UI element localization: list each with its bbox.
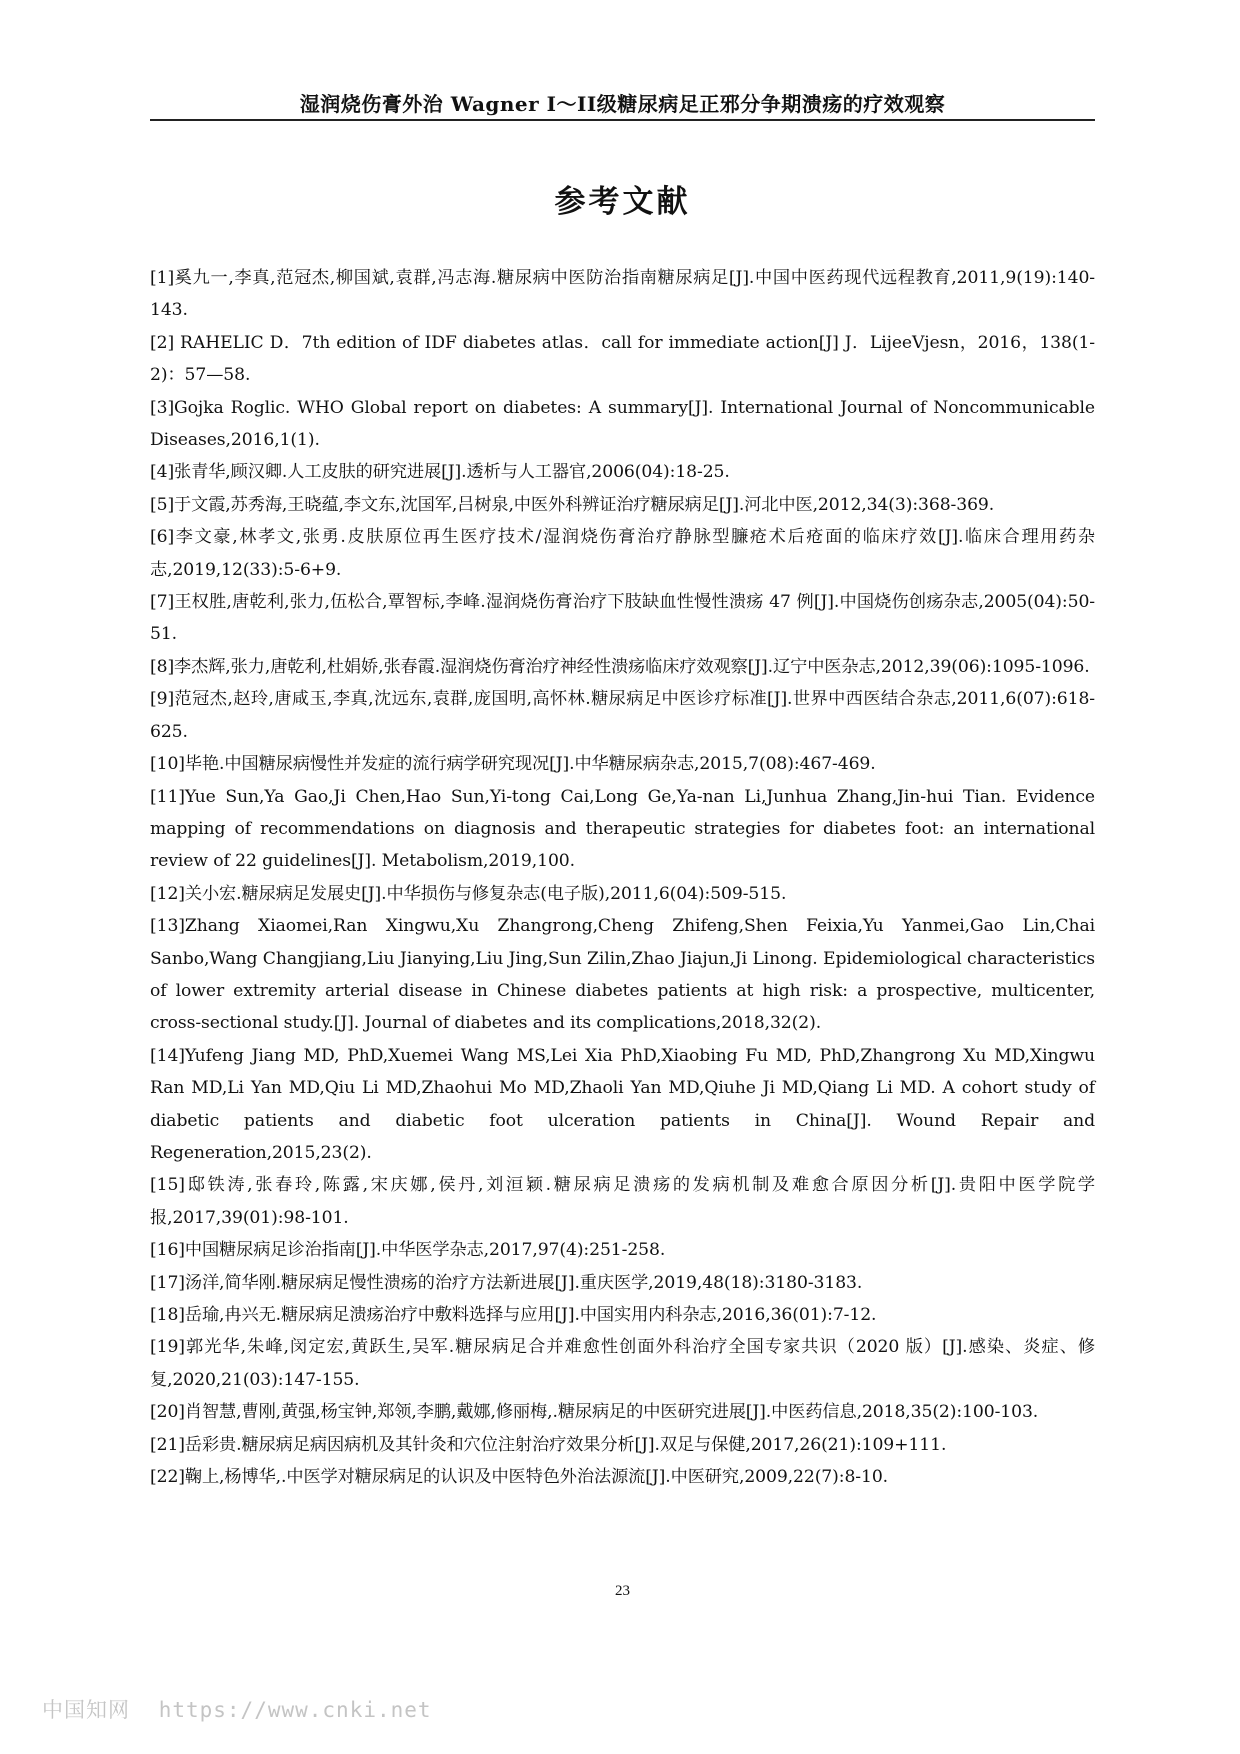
reference-item-5: [5]于文霞,苏秀海,王晓蕴,李文东,沈国军,吕树泉,中医外科辨证治疗糖尿病足[J].河北中医,2012,34(3):368-369. [150,494,995,515]
reference-item-20: [20]肖智慧,曹刚,黄强,杨宝钟,郑领,李鹏,戴娜,修丽梅,.糖尿病足的中医研究进展[J].中医药信息,2018,35(2):100-103. [150,1402,1039,1423]
watermark-name: 中国知网 [42,1698,130,1722]
header-divider [150,119,1095,121]
running-header: 湿润烧伤膏外治 Wagner I～II级糖尿病足正邪分争期溃疡的疗效观察 [299,92,946,116]
reference-item-16: [16]中国糖尿病足诊治指南[J].中华医学杂志,2017,97(4):251-258. [150,1240,666,1261]
reference-item-14: [14]Yufeng Jiang MD, PhD,Xuemei Wang MS,Lei Xia PhD,Xiaobing Fu MD, PhD,Zhangrong Xu MD,Xingwu Ran MD,Li Yan MD,Qiu Li MD,Zhaohui Mo MD,Zhaoli Yan MD,Qiuhe Ji MD,Qiang Li MD. A cohort study of diabetic patients and diabetic foot ulceration patients in China[J]. Wound Repair and Regeneration,2015,23(2). [150,1045,1095,1163]
reference-item-21: [21]岳彩贵.糖尿病足病因病机及其针灸和穴位注射治疗效果分析[J].双足与保健,2017,26(21):109+111. [150,1434,947,1455]
reference-item-22: [22]鞠上,杨博华,.中医学对糖尿病足的认识及中医特色外治法源流[J].中医研究,2009,22(7):8-10. [150,1467,889,1488]
reference-item-10: [10]毕艳.中国糖尿病慢性并发症的流行病学研究现况[J].中华糖尿病杂志,2015,7(08):467-469. [150,754,876,775]
reference-list [150,262,1095,1493]
reference-item-2: [2] RAHELIC D．7th edition of IDF diabetes atlas．call for immediate action[J] J．LijeeVjesn，2016，138(1-2)：57—58. [150,332,1095,386]
reference-item-4: [4]张青华,顾汉卿.人工皮肤的研究进展[J].透析与人工器官,2006(04):18-25. [150,462,730,483]
reference-item-18: [18]岳瑜,冉兴无.糖尿病足溃疡治疗中敷料选择与应用[J].中国实用内科杂志,2016,36(01):7-12. [150,1305,877,1325]
page-title: 参考文献 [554,184,691,220]
reference-item-8: [8]李杰辉,张力,唐乾利,杜娟娇,张春霞.湿润烧伤膏治疗神经性溃疡临床疗效观察[J].辽宁中医杂志,2012,39(06):1095-1096. [150,656,1090,677]
reference-item-9: [9]范冠杰,赵玲,唐咸玉,李真,沈远东,袁群,庞国明,高怀林.糖尿病足中医诊疗标准[J].世界中西医结合杂志,2011,6(07):618-625. [150,689,1095,742]
reference-item-12: [12]关小宏.糖尿病足发展史[J].中华损伤与修复杂志(电子版),2011,6(04):509-515. [150,883,787,904]
reference-item-11: [11]Yue Sun,Ya Gao,Ji Chen,Hao Sun,Yi-tong Cai,Long Ge,Ya-nan Li,Junhua Zhang,Jin-hui Tian. Evidence mapping of recommendations on diagnosis and therapeutic strategies for diabetes foot: an international review of 22 guidelines[J]. Metabolism,2019,100. [150,786,1095,872]
reference-item-13: [13]Zhang Xiaomei,Ran Xingwu,Xu Zhangrong,Cheng Zhifeng,Shen Feixia,Yu Yanmei,Gao Lin,Chai Sanbo,Wang Changjiang,Liu Jianying,Liu Jing,Sun Zilin,Zhao Jiajun,Ji Linong. Epidemiological characteristics of lower extremity arterial disease in Chinese diabetes patients at high risk: a prospective, multicenter, cross-sectional study.[J]. Journal of diabetes and its complications,2018,32(2). [150,916,1095,1034]
reference-item-6: [6]李文豪,林孝文,张勇.皮肤原位再生医疗技术/湿润烧伤膏治疗静脉型臁疮术后疮面的临床疗效[J].临床合理用药杂志,2019,12(33):5-6+9. [150,527,1095,580]
reference-item-1: [1]奚九一,李真,范冠杰,柳国斌,袁群,冯志海.糖尿病中医防治指南糖尿病足[J].中国中医药现代远程教育,2011,9(19):140-143. [150,268,1095,321]
reference-item-7: [7]王权胜,唐乾利,张力,伍松合,覃智标,李峰.湿润烧伤膏治疗下肢缺血性慢性溃疡 47 例[J].中国烧伤创疡杂志,2005(04):50-51. [150,592,1095,645]
watermark-url: https://www.cnki.net [158,1698,432,1722]
page-number: 23 [615,1583,630,1599]
reference-item-17: [17]汤洋,简华刚.糖尿病足慢性溃疡的治疗方法新进展[J].重庆医学,2019,48(18):3180-3183. [150,1272,863,1293]
reference-item-19: [19]郭光华,朱峰,闵定宏,黄跃生,吴军.糖尿病足合并难愈性创面外科治疗全国专家共识（2020 版）[J].感染、炎症、修复,2020,21(03):147-155. [150,1337,1095,1390]
reference-item-15: [15]邸铁涛,张春玲,陈露,宋庆娜,侯丹,刘洹颖.糖尿病足溃疡的发病机制及难愈合原因分析[J].贵阳中医学院学报,2017,39(01):98-101. [150,1175,1095,1228]
reference-item-3: [3]Gojka Roglic. WHO Global report on diabetes: A summary[J]. International Journal of Noncommunicable Diseases,2016,1(1). [150,397,1095,451]
cnki-watermark [42,1694,432,1724]
